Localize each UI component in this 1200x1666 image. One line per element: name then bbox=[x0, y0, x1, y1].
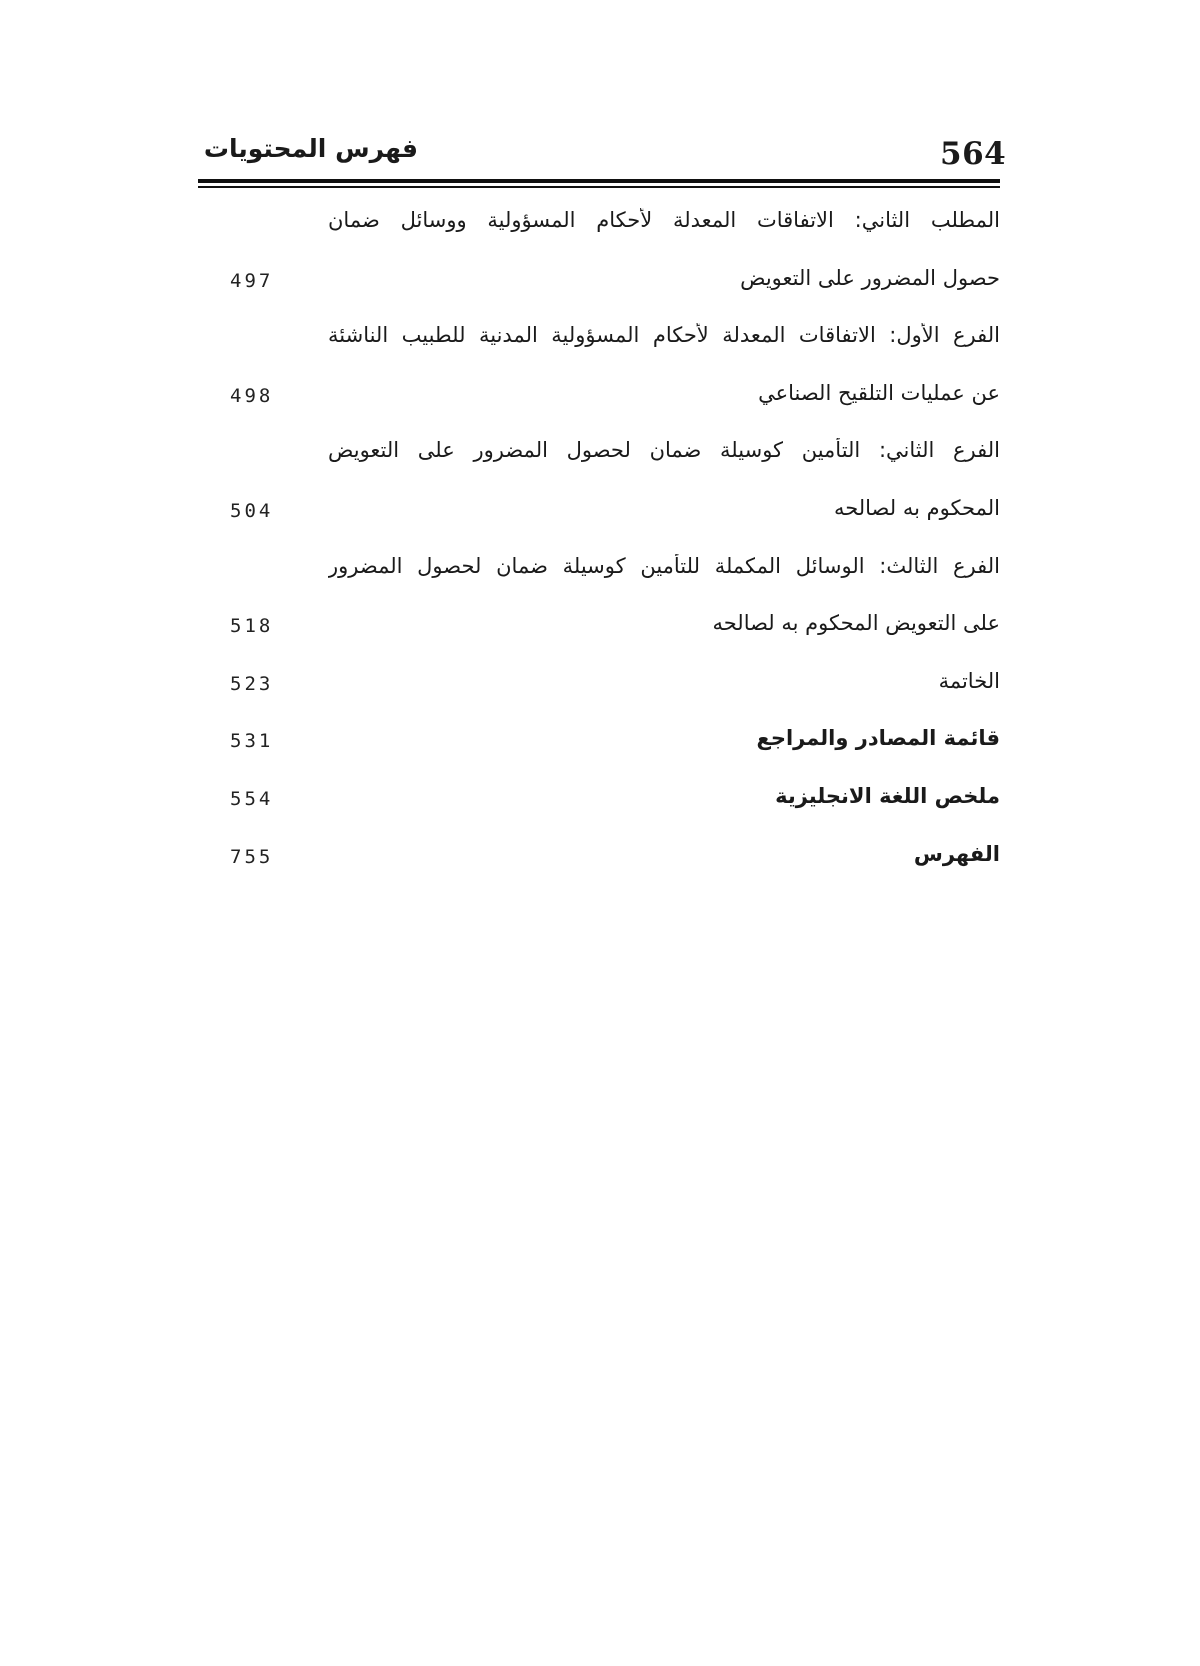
toc-line bbox=[198, 603, 1000, 661]
toc-entry-text: الفرع الثاني: التأمين كوسيلة ضمان لحصول المضرور على التعويض bbox=[328, 438, 1000, 463]
toc-line bbox=[198, 718, 1000, 776]
toc-page-number: 498 bbox=[230, 384, 274, 407]
toc-line bbox=[198, 258, 1000, 316]
header-page-number: 564 bbox=[940, 136, 1007, 172]
toc-line bbox=[198, 834, 1000, 892]
toc-page-number: 531 bbox=[230, 730, 274, 753]
toc-line bbox=[198, 315, 1000, 373]
page-header bbox=[198, 128, 1007, 180]
toc-entry-text: الفهرس bbox=[913, 841, 1000, 866]
toc-entry-text: الخاتمة bbox=[938, 668, 1000, 693]
header-rule-thick bbox=[198, 179, 1000, 183]
header-rule-thin bbox=[198, 186, 1000, 188]
toc-page-number: 523 bbox=[230, 672, 274, 695]
toc-entry-text: الفرع الثالث: الوسائل المكملة للتأمين كوسيلة ضمان لحصول المضرور bbox=[328, 553, 1000, 578]
toc-line bbox=[198, 546, 1000, 604]
toc-line bbox=[198, 661, 1000, 719]
toc-page-number: 518 bbox=[230, 615, 274, 638]
toc-line bbox=[198, 373, 1000, 431]
toc-entry-text: المطلب الثاني: الاتفاقات المعدلة لأحكام المسؤولية ووسائل ضمان bbox=[328, 208, 1000, 232]
toc-line bbox=[198, 430, 1000, 488]
toc-page-number: 554 bbox=[230, 787, 274, 810]
toc-page-number: 504 bbox=[230, 499, 274, 522]
table-of-contents bbox=[198, 200, 1000, 891]
toc-page-number: 755 bbox=[230, 845, 274, 868]
toc-line bbox=[198, 776, 1000, 834]
toc-entry-text: على التعويض المحكوم به لصالحه bbox=[712, 611, 1000, 636]
toc-entry-text: قائمة المصادر والمراجع bbox=[756, 726, 1000, 751]
toc-entry-text: المحكوم به لصالحه bbox=[833, 495, 1000, 520]
toc-entry-text: حصول المضرور على التعويض bbox=[740, 265, 1000, 290]
toc-page-number: 497 bbox=[230, 269, 274, 292]
toc-entry-text: ملخص اللغة الانجليزية bbox=[775, 783, 1000, 808]
toc-entry-text: الفرع الأول: الاتفاقات المعدلة لأحكام المسؤولية المدنية للطبيب الناشئة bbox=[328, 323, 1000, 348]
toc-line bbox=[198, 200, 1000, 258]
toc-entry-text: عن عمليات التلقيح الصناعي bbox=[758, 380, 1000, 405]
toc-line bbox=[198, 488, 1000, 546]
header-section-title: فهرس المحتويات bbox=[203, 134, 418, 163]
